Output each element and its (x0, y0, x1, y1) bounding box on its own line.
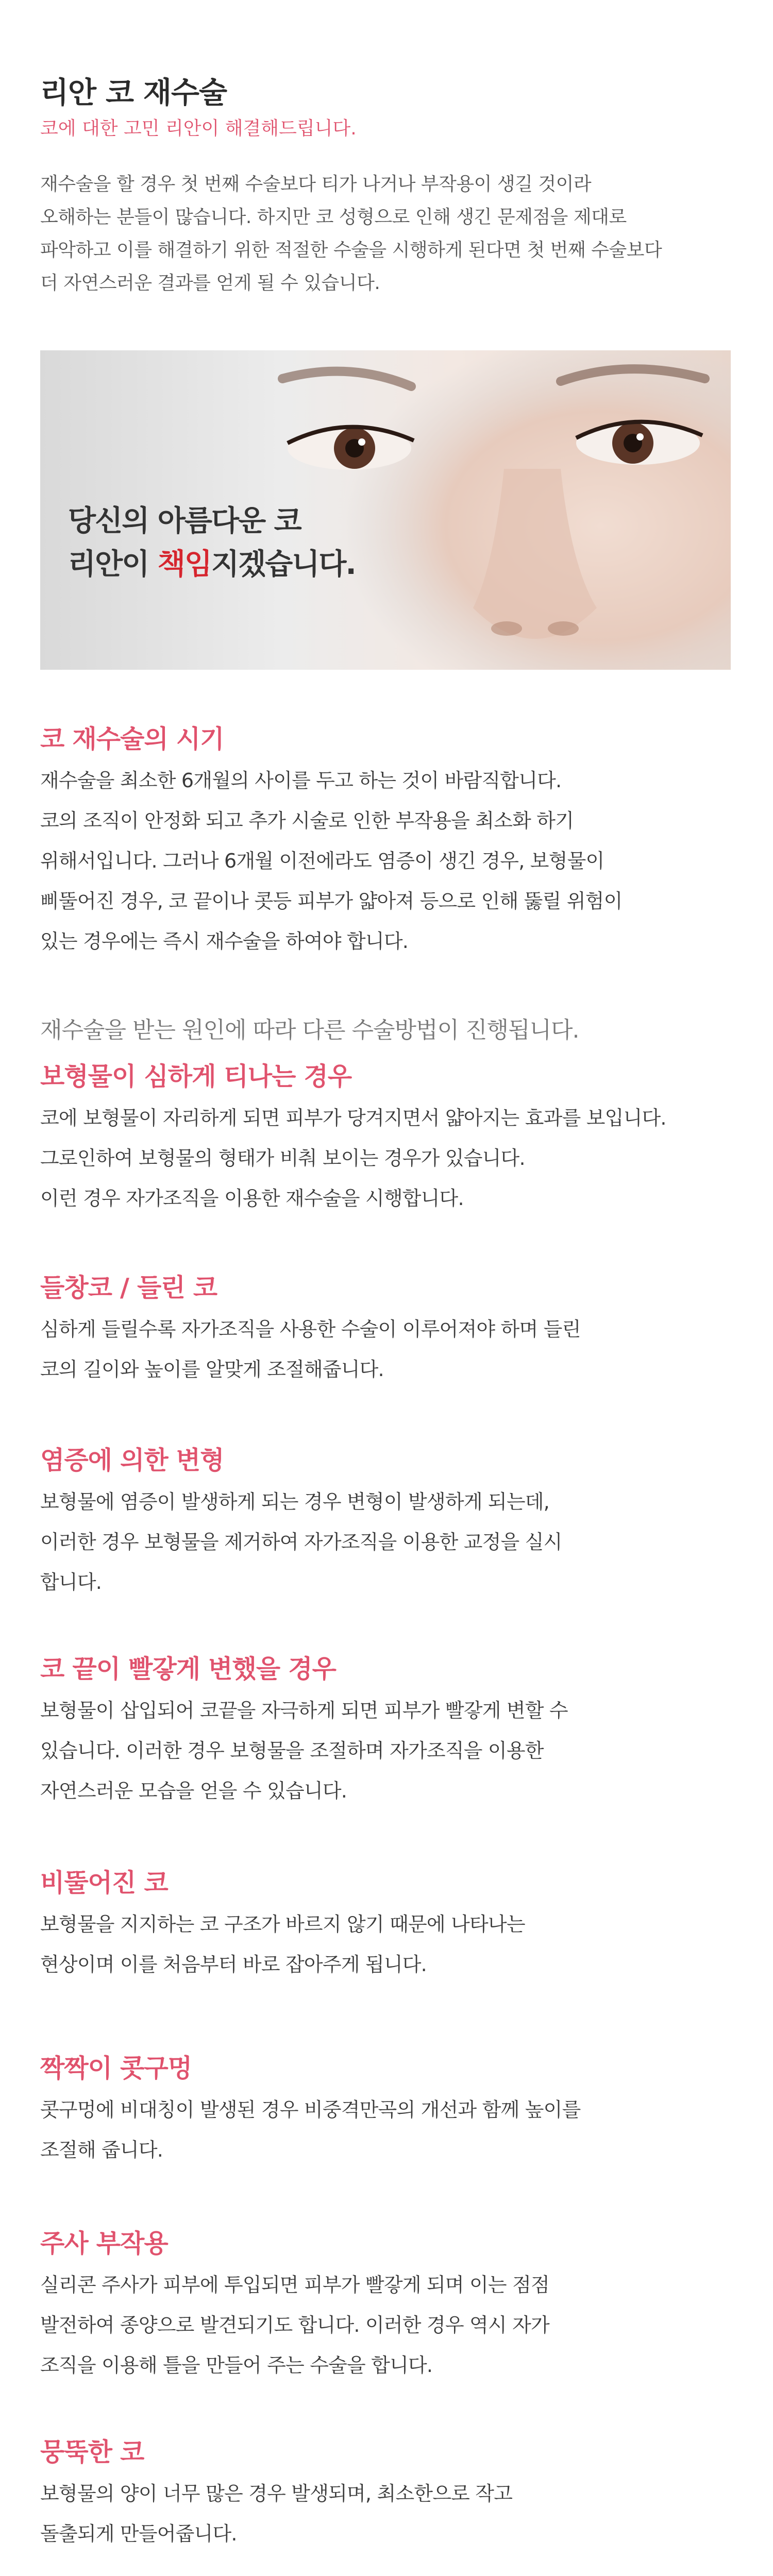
section-title: 코 재수술의 시기 (40, 724, 224, 754)
case-section (40, 1651, 741, 1811)
body-line: 자연스러운 모습을 얻을 수 있습니다. (40, 1780, 347, 1802)
body-line: 현상이며 이를 처음부터 바로 잡아주게 됩니다. (40, 1953, 427, 1976)
methods-intro: 재수술을 받는 원인에 따라 다른 수술방법이 진행됩니다. (40, 1017, 579, 1043)
case-section (40, 2434, 741, 2554)
case-title: 코 끝이 빨갛게 변했을 경우 (40, 1654, 336, 1684)
case-section (40, 2050, 741, 2170)
case-body (40, 2090, 741, 2170)
body-line: 있는 경우에는 즉시 재수술을 하여야 합니다. (40, 930, 409, 953)
hero-banner (40, 350, 731, 670)
intro-line: 파악하고 이를 해결하기 위한 적절한 수술을 시행하게 된다면 첫 번째 수술보다 (40, 240, 662, 261)
case-body (40, 2473, 741, 2554)
body-line: 재수술을 최소한 6개월의 사이를 두고 하는 것이 바람직합니다. (40, 769, 562, 792)
case-body (40, 1309, 741, 1389)
body-line: 코에 보형물이 자리하게 되면 피부가 당겨지면서 얇아지는 효과를 보입니다. (40, 1107, 666, 1129)
body-line: 코의 길이와 높이를 알맞게 조절해줍니다. (40, 1358, 384, 1381)
hero-text: 리안이 (68, 548, 158, 581)
case-body (40, 1904, 741, 1985)
case-title: 주사 부작용 (40, 2229, 168, 2258)
body-line: 보형물이 삽입되어 코끝을 자극하게 되면 피부가 빨갛게 변할 수 (40, 1699, 568, 1722)
body-line: 위해서입니다. 그러나 6개월 이전에라도 염증이 생긴 경우, 보형물이 (40, 850, 604, 872)
body-line: 조직을 이용해 틀을 만들어 주는 수술을 합니다. (40, 2354, 433, 2377)
case-section (40, 1270, 741, 1389)
intro-line: 더 자연스러운 결과를 얻게 될 수 있습니다. (40, 273, 380, 294)
body-line: 보형물을 지지하는 코 구조가 바르지 않기 때문에 나타나는 (40, 1913, 525, 1936)
page-subtitle: 코에 대한 고민 리안이 해결해드립니다. (40, 118, 357, 139)
intro-line: 오해하는 분들이 많습니다. 하지만 코 성형으로 인해 생긴 문제점을 제대로 (40, 207, 627, 228)
body-line: 보형물의 양이 너무 많은 경우 발생되며, 최소한으로 작고 (40, 2482, 513, 2505)
body-line: 이러한 경우 보형물을 제거하여 자가조직을 이용한 교정을 실시 (40, 1531, 562, 1553)
body-line: 삐뚤어진 경우, 코 끝이나 콧등 피부가 얇아져 등으로 인해 뚫릴 위험이 (40, 890, 623, 912)
body-line: 실리콘 주사가 피부에 투입되면 피부가 빨갛게 되며 이는 점점 (40, 2274, 549, 2296)
case-title: 짝짝이 콧구멍 (40, 2054, 192, 2083)
body-line: 발전하여 종양으로 발견되기도 합니다. 이러한 경우 역시 자가 (40, 2314, 549, 2336)
case-section (40, 2226, 741, 2385)
body-line: 있습니다. 이러한 경우 보형물을 조절하며 자가조직을 이용한 (40, 1739, 544, 1762)
case-section (40, 1865, 741, 1985)
hero-line-2 (68, 543, 356, 586)
section-body (40, 760, 741, 961)
hero-tagline (68, 500, 356, 586)
body-line: 보형물에 염증이 발생하게 되는 경우 변형이 발생하게 되는데, (40, 1490, 549, 1513)
case-body (40, 1098, 741, 1218)
body-line: 코의 조직이 안정화 되고 추가 시술로 인한 부작용을 최소화 하기 (40, 809, 574, 832)
body-line: 심하게 들릴수록 자가조직을 사용한 수술이 이루어져야 하며 들린 (40, 1318, 581, 1341)
body-line: 그로인하여 보형물의 형태가 비춰 보이는 경우가 있습니다. (40, 1147, 525, 1170)
hero-text: 지겠습니다. (211, 548, 356, 581)
case-body (40, 2265, 741, 2385)
case-title: 들창코 / 들린 코 (40, 1273, 217, 1302)
hero-emphasis: 책임 (157, 548, 211, 581)
case-title: 염증에 의한 변형 (40, 1446, 224, 1475)
section-timing (40, 721, 741, 961)
body-line: 합니다. (40, 1571, 102, 1594)
body-line: 조절해 줍니다. (40, 2139, 163, 2161)
body-line: 돌출되게 만들어줍니다. (40, 2522, 237, 2545)
case-body (40, 1690, 741, 1811)
case-body (40, 1482, 741, 1602)
case-title: 뭉뚝한 코 (40, 2437, 144, 2467)
intro-paragraph (40, 168, 751, 300)
body-line: 이런 경우 자가조직을 이용한 재수술을 시행합니다. (40, 1187, 464, 1210)
intro-line: 재수술을 할 경우 첫 번째 수술보다 티가 나거나 부작용이 생길 것이라 (40, 174, 592, 195)
page-title: 리안 코 재수술 (40, 76, 227, 110)
case-title: 보형물이 심하게 티나는 경우 (40, 1062, 352, 1091)
case-title: 비뚤어진 코 (40, 1868, 168, 1897)
case-section (40, 1059, 741, 1218)
hero-line-1: 당신의 아름다운 코 (68, 504, 301, 538)
body-line: 콧구멍에 비대칭이 발생된 경우 비중격만곡의 개선과 함께 높이를 (40, 2098, 581, 2121)
page-header (40, 72, 751, 300)
case-section (40, 1443, 741, 1602)
